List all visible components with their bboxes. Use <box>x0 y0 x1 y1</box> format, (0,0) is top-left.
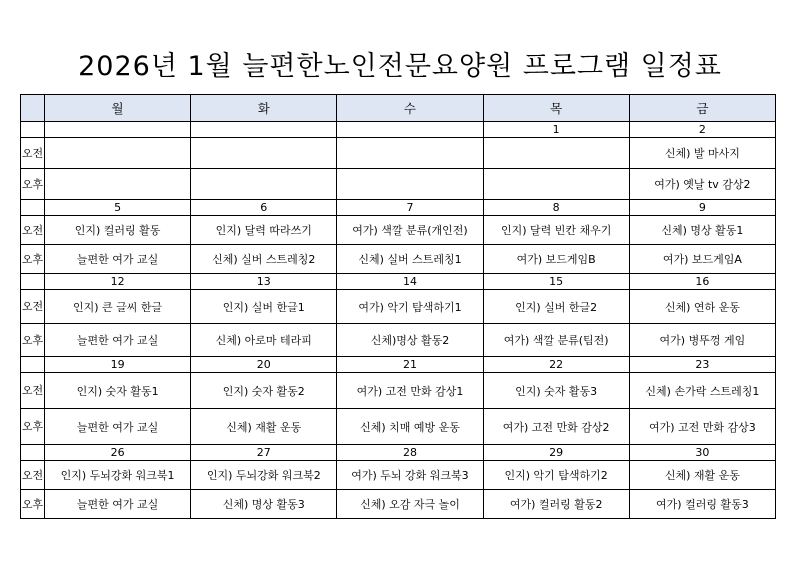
program-cell: 인지) 두뇌강화 워크북1 <box>45 461 191 490</box>
program-cell: 인지) 숫자 활동2 <box>191 373 337 409</box>
weekday-header: 월 <box>45 95 191 122</box>
program-cell: 여가) 색깔 분류(개인전) <box>337 216 483 245</box>
week-pm-row <box>21 324 776 357</box>
am-label: 오전 <box>21 373 45 409</box>
date-row-side <box>21 200 45 216</box>
program-cell: 인지) 두뇌강화 워크북2 <box>191 461 337 490</box>
program-cell: 여가) 악기 탐색하기1 <box>337 290 483 324</box>
weekday-header: 수 <box>337 95 483 122</box>
program-cell: 여가) 고전 만화 감상1 <box>337 373 483 409</box>
program-cell: 여가) 고전 만화 감상3 <box>629 409 775 445</box>
weekday-header: 목 <box>483 95 629 122</box>
week-am-row <box>21 138 776 169</box>
week-pm-row <box>21 409 776 445</box>
week-am-row <box>21 461 776 490</box>
program-cell: 인지) 달력 따라쓰기 <box>191 216 337 245</box>
date-number: 15 <box>483 274 629 290</box>
header-corner <box>21 95 45 122</box>
date-number: 29 <box>483 445 629 461</box>
program-cell: 신체) 치매 예방 운동 <box>337 409 483 445</box>
program-cell: 인지) 실버 한글1 <box>191 290 337 324</box>
week-date-row <box>21 122 776 138</box>
program-cell: 여가) 고전 만화 감상2 <box>483 409 629 445</box>
date-number: 19 <box>45 357 191 373</box>
date-number: 9 <box>629 200 775 216</box>
week-pm-row <box>21 245 776 274</box>
date-number: 2 <box>629 122 775 138</box>
date-number: 8 <box>483 200 629 216</box>
program-cell: 인지) 실버 한글2 <box>483 290 629 324</box>
date-number: 28 <box>337 445 483 461</box>
date-number: 23 <box>629 357 775 373</box>
program-cell <box>337 138 483 169</box>
week-am-row <box>21 216 776 245</box>
date-number: 16 <box>629 274 775 290</box>
week-date-row <box>21 200 776 216</box>
program-cell: 인지) 컬러링 활동 <box>45 216 191 245</box>
week-am-row <box>21 373 776 409</box>
program-cell: 신체)명상 활동2 <box>337 324 483 357</box>
program-cell: 인지) 악기 탐색하기2 <box>483 461 629 490</box>
weekday-header: 금 <box>629 95 775 122</box>
date-row-side <box>21 357 45 373</box>
pm-label: 오후 <box>21 324 45 357</box>
date-number: 27 <box>191 445 337 461</box>
date-number: 7 <box>337 200 483 216</box>
week-date-row <box>21 357 776 373</box>
program-cell: 신체) 발 마사지 <box>629 138 775 169</box>
date-number: 12 <box>45 274 191 290</box>
program-cell: 신체) 재활 운동 <box>629 461 775 490</box>
program-cell: 신체) 연하 운동 <box>629 290 775 324</box>
date-number: 1 <box>483 122 629 138</box>
program-cell: 신체) 오감 자극 놀이 <box>337 490 483 519</box>
week-pm-row <box>21 490 776 519</box>
program-cell <box>191 169 337 200</box>
program-cell: 여가) 두뇌 강화 워크북3 <box>337 461 483 490</box>
program-cell <box>191 138 337 169</box>
am-label: 오전 <box>21 290 45 324</box>
program-cell <box>45 138 191 169</box>
program-cell: 여가) 보드게임B <box>483 245 629 274</box>
date-number: 26 <box>45 445 191 461</box>
program-cell: 신체) 명상 활동1 <box>629 216 775 245</box>
program-cell: 여가) 색깔 분류(팀전) <box>483 324 629 357</box>
program-cell: 인지) 달력 빈칸 채우기 <box>483 216 629 245</box>
program-cell: 늘편한 여가 교실 <box>45 490 191 519</box>
am-label: 오전 <box>21 138 45 169</box>
program-cell: 여가) 컬러링 활동3 <box>629 490 775 519</box>
date-number: 30 <box>629 445 775 461</box>
program-cell: 늘편한 여가 교실 <box>45 409 191 445</box>
program-cell: 신체) 아로마 테라피 <box>191 324 337 357</box>
pm-label: 오후 <box>21 490 45 519</box>
program-cell: 여가) 보드게임A <box>629 245 775 274</box>
program-cell: 인지) 숫자 활동3 <box>483 373 629 409</box>
page-title: 2026년 1월 늘편한노인전문요양원 프로그램 일정표 <box>78 51 722 82</box>
date-number <box>191 122 337 138</box>
program-cell: 늘편한 여가 교실 <box>45 245 191 274</box>
date-number: 21 <box>337 357 483 373</box>
week-pm-row <box>21 169 776 200</box>
am-label: 오전 <box>21 461 45 490</box>
pm-label: 오후 <box>21 245 45 274</box>
program-cell: 인지) 큰 글씨 한글 <box>45 290 191 324</box>
date-number <box>45 122 191 138</box>
program-cell: 신체) 재활 운동 <box>191 409 337 445</box>
program-cell <box>483 138 629 169</box>
pm-label: 오후 <box>21 169 45 200</box>
date-row-side <box>21 274 45 290</box>
date-number: 14 <box>337 274 483 290</box>
program-cell: 여가) 병뚜껑 게임 <box>629 324 775 357</box>
program-cell <box>337 169 483 200</box>
date-number <box>337 122 483 138</box>
weekday-header-row <box>21 95 776 122</box>
week-date-row <box>21 445 776 461</box>
date-number: 6 <box>191 200 337 216</box>
program-cell: 신체) 실버 스트레칭2 <box>191 245 337 274</box>
program-cell: 신체) 실버 스트레칭1 <box>337 245 483 274</box>
date-row-side <box>21 445 45 461</box>
pm-label: 오후 <box>21 409 45 445</box>
week-date-row <box>21 274 776 290</box>
program-cell: 여가) 컬러링 활동2 <box>483 490 629 519</box>
date-number: 22 <box>483 357 629 373</box>
schedule-table <box>20 94 776 519</box>
date-number: 20 <box>191 357 337 373</box>
program-cell: 인지) 숫자 활동1 <box>45 373 191 409</box>
program-cell <box>45 169 191 200</box>
program-cell: 여가) 옛날 tv 감상2 <box>629 169 775 200</box>
date-number: 13 <box>191 274 337 290</box>
program-cell: 신체) 손가락 스트레칭1 <box>629 373 775 409</box>
am-label: 오전 <box>21 216 45 245</box>
weekday-header: 화 <box>191 95 337 122</box>
program-cell: 신체) 명상 활동3 <box>191 490 337 519</box>
program-cell: 늘편한 여가 교실 <box>45 324 191 357</box>
date-row-side <box>21 122 45 138</box>
date-number: 5 <box>45 200 191 216</box>
program-cell <box>483 169 629 200</box>
week-am-row <box>21 290 776 324</box>
